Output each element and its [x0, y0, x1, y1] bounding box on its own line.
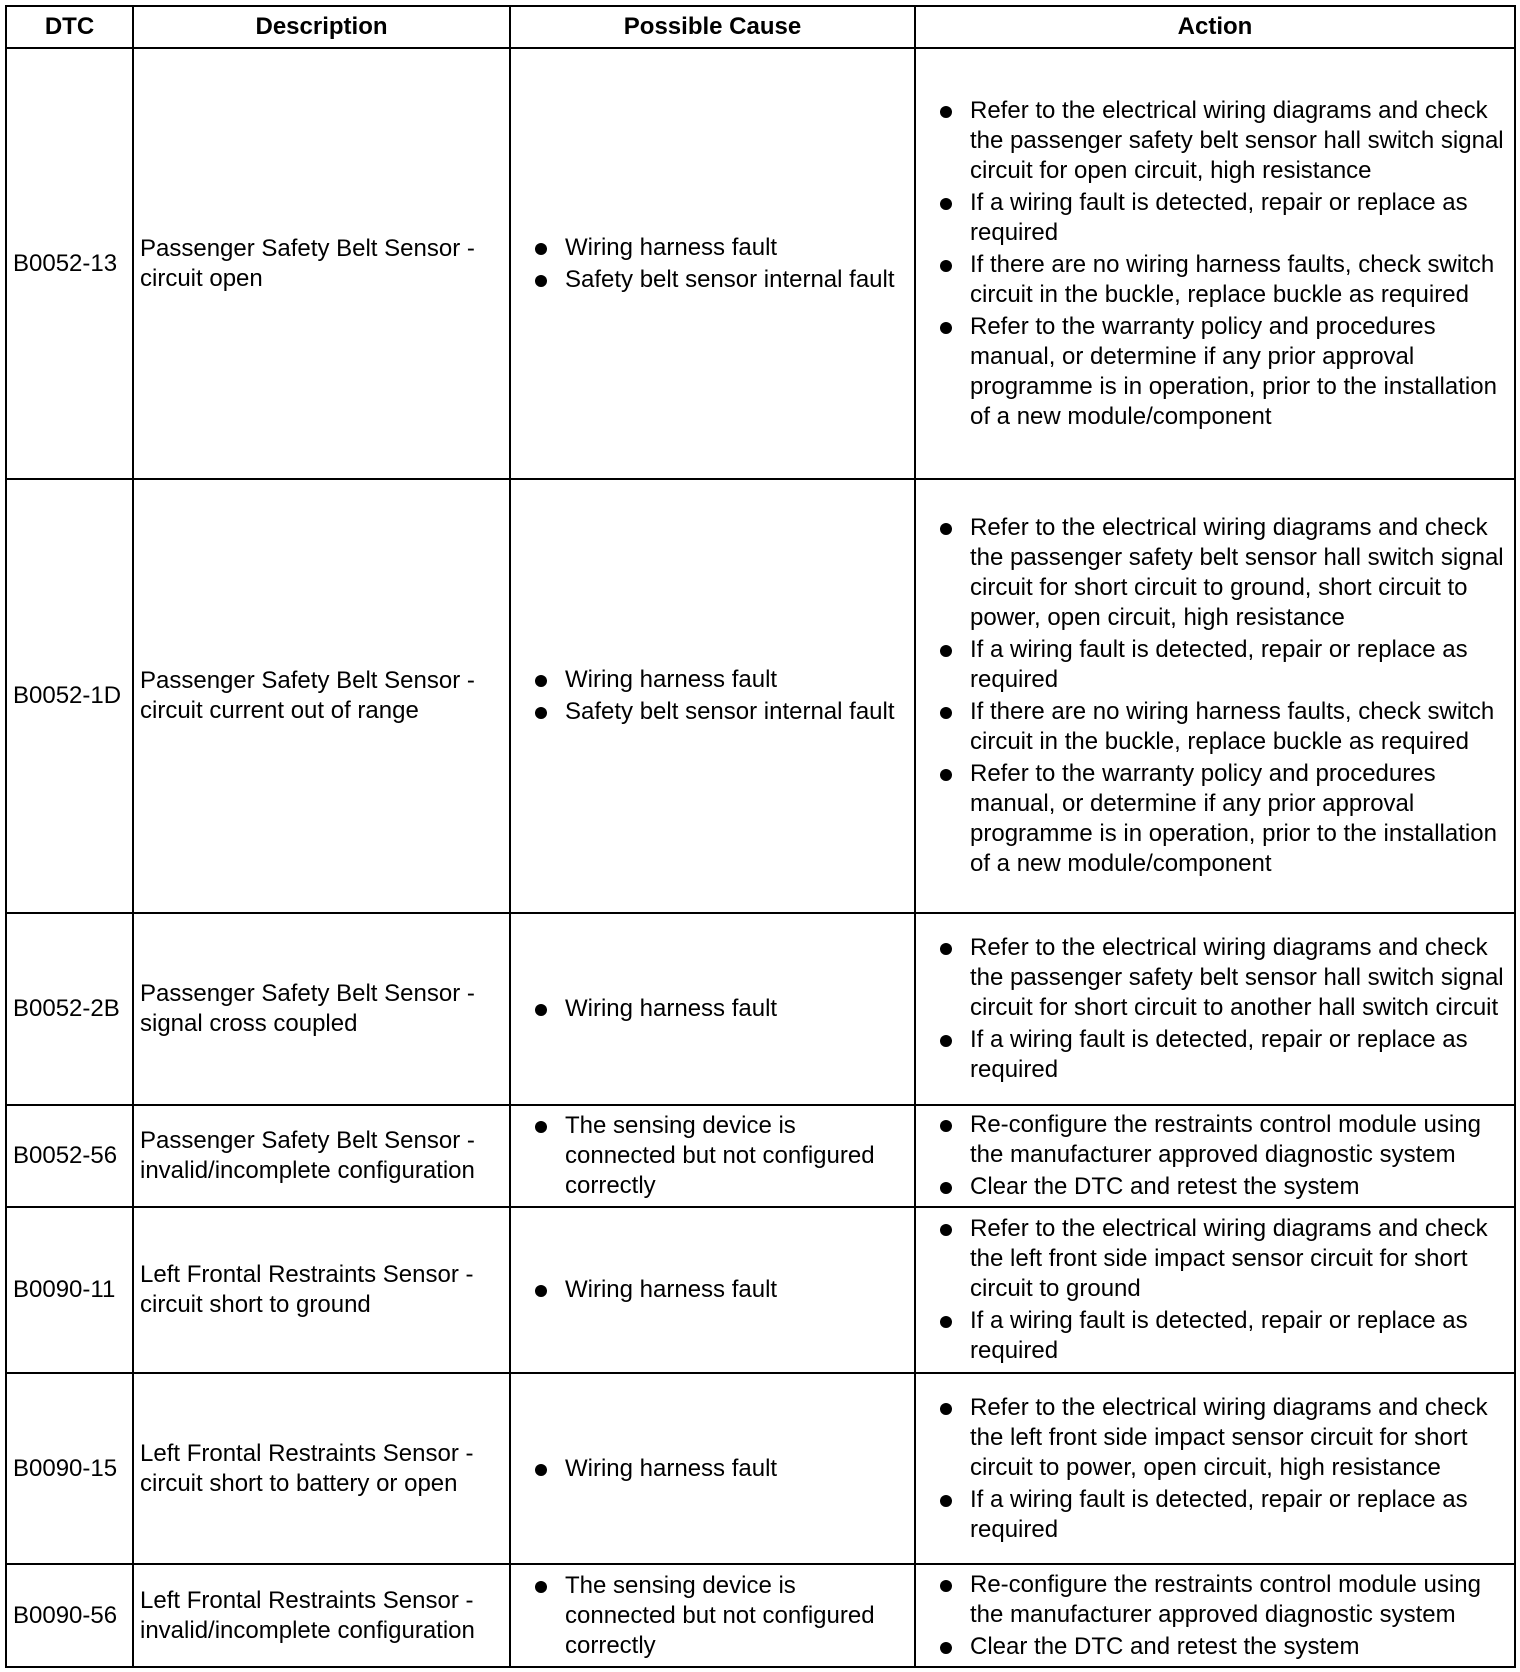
dtc-description: Left Frontal Restraints Sensor - circuit short to ground: [133, 1207, 510, 1372]
action-cell: [915, 48, 1515, 479]
action-item: [922, 1306, 1508, 1366]
action-item: [922, 933, 1508, 1023]
action-item: [922, 96, 1508, 186]
table-row: [6, 1105, 1515, 1208]
action-cell-list: [922, 96, 1508, 432]
dtc-code: B0052-56: [6, 1105, 133, 1208]
action-item-text: If there are no wiring harness faults, check switch circuit in the buckle, replace buckle as required: [970, 698, 1495, 756]
dtc-code: B0090-56: [6, 1564, 133, 1667]
action-cell: [915, 1105, 1515, 1208]
cause-item: [517, 1275, 908, 1305]
bullet-icon: [940, 1182, 952, 1194]
bullet-icon: [535, 275, 547, 287]
action-item: [922, 1172, 1508, 1202]
bullet-icon: [940, 1580, 952, 1592]
action-item-text: Re-configure the restraints control module using the manufacturer approved diagnostic system: [970, 1570, 1481, 1628]
bullet-icon: [535, 675, 547, 687]
possible-cause-cell: [510, 48, 915, 479]
bullet-icon: [940, 1316, 952, 1328]
bullet-icon: [535, 1581, 547, 1593]
action-item-text: If a wiring fault is detected, repair or replace as required: [970, 1025, 1468, 1083]
bullet-icon: [940, 1495, 952, 1507]
cause-item-text: Wiring harness fault: [565, 1275, 778, 1303]
dtc-description: Passenger Safety Belt Sensor - circuit current out of range: [133, 479, 510, 913]
possible-cause-cell: [510, 1373, 915, 1565]
dtc-table: [5, 5, 1516, 1668]
action-item: [922, 1025, 1508, 1085]
dtc-code: B0090-15: [6, 1373, 133, 1565]
action-item-text: Refer to the warranty policy and procedures manual, or determine if any prior approval programme is in operation, prior to the installation of a new module/component: [970, 312, 1497, 430]
bullet-icon: [940, 769, 952, 781]
cause-item: [517, 1571, 908, 1661]
table-body: [6, 48, 1515, 1667]
action-item: [922, 759, 1508, 879]
cause-item-text: Wiring harness fault: [565, 1454, 778, 1482]
bullet-icon: [940, 523, 952, 535]
header-action: Action: [915, 6, 1515, 48]
bullet-icon: [535, 1004, 547, 1016]
dtc-code: B0052-2B: [6, 913, 133, 1105]
possible-cause-cell: [510, 1105, 915, 1208]
bullet-icon: [940, 645, 952, 657]
dtc-code: B0052-1D: [6, 479, 133, 913]
action-item-text: If a wiring fault is detected, repair or replace as required: [970, 636, 1468, 694]
table-row: [6, 1207, 1515, 1372]
action-item: [922, 250, 1508, 310]
table-row: [6, 1564, 1515, 1667]
action-item-text: If a wiring fault is detected, repair or replace as required: [970, 1485, 1468, 1543]
bullet-icon: [940, 943, 952, 955]
bullet-icon: [535, 1121, 547, 1133]
bullet-icon: [940, 322, 952, 334]
table-row: [6, 479, 1515, 913]
dtc-description: Passenger Safety Belt Sensor - circuit open: [133, 48, 510, 479]
cause-item: [517, 994, 908, 1024]
cause-item-text: The sensing device is connected but not configured correctly: [565, 1111, 875, 1199]
cause-item-text: Safety belt sensor internal fault: [565, 265, 895, 293]
bullet-icon: [940, 1120, 952, 1132]
cause-item-text: Safety belt sensor internal fault: [565, 698, 895, 726]
cause-item: [517, 1454, 908, 1484]
action-item: [922, 697, 1508, 757]
possible-cause-cell: [510, 479, 915, 913]
cause-item: [517, 665, 908, 695]
cause-item-text: Wiring harness fault: [565, 666, 778, 694]
bullet-icon: [940, 1224, 952, 1236]
cause-item: [517, 265, 908, 295]
action-cell-list: [922, 1393, 1508, 1545]
bullet-icon: [940, 198, 952, 210]
bullet-icon: [940, 707, 952, 719]
header-row: [6, 6, 1515, 48]
dtc-code: B0090-11: [6, 1207, 133, 1372]
possible-cause-cell: [510, 913, 915, 1105]
action-item: [922, 312, 1508, 432]
action-item: [922, 1570, 1508, 1630]
possible-cause-cell-list: [517, 1571, 908, 1661]
table-row: [6, 48, 1515, 479]
possible-cause-cell-list: [517, 1454, 908, 1484]
action-item: [922, 1110, 1508, 1170]
possible-cause-cell-list: [517, 1275, 908, 1305]
action-item: [922, 1393, 1508, 1483]
possible-cause-cell-list: [517, 233, 908, 295]
bullet-icon: [535, 707, 547, 719]
table-row: [6, 1373, 1515, 1565]
possible-cause-cell-list: [517, 665, 908, 727]
action-item: [922, 1214, 1508, 1304]
cause-item: [517, 1111, 908, 1201]
dtc-description: Passenger Safety Belt Sensor - invalid/incomplete configuration: [133, 1105, 510, 1208]
action-item-text: Refer to the electrical wiring diagrams and check the left front side impact sensor circuit for short circuit to ground: [970, 1214, 1488, 1302]
action-item-text: Clear the DTC and retest the system: [970, 1632, 1360, 1660]
action-item-text: Refer to the electrical wiring diagrams and check the passenger safety belt sensor hall switch signal circuit for short circuit to another hall switch circuit: [970, 933, 1504, 1021]
action-cell: [915, 1564, 1515, 1667]
action-cell: [915, 1373, 1515, 1565]
bullet-icon: [535, 1464, 547, 1476]
cause-item-text: Wiring harness fault: [565, 233, 778, 261]
possible-cause-cell: [510, 1564, 915, 1667]
possible-cause-cell: [510, 1207, 915, 1372]
action-item-text: Refer to the electrical wiring diagrams and check the passenger safety belt sensor hall switch signal circuit for short circuit to ground, short circuit to power, open circuit, high resistance: [970, 514, 1504, 632]
action-item: [922, 635, 1508, 695]
possible-cause-cell-list: [517, 1111, 908, 1201]
action-cell-list: [922, 1110, 1508, 1202]
action-cell-list: [922, 1214, 1508, 1366]
action-item-text: If a wiring fault is detected, repair or replace as required: [970, 1306, 1468, 1364]
action-cell-list: [922, 933, 1508, 1085]
header-description: Description: [133, 6, 510, 48]
action-cell: [915, 479, 1515, 913]
action-item-text: If there are no wiring harness faults, check switch circuit in the buckle, replace buckle as required: [970, 250, 1495, 308]
action-item-text: Re-configure the restraints control module using the manufacturer approved diagnostic system: [970, 1110, 1481, 1168]
cause-item-text: Wiring harness fault: [565, 994, 778, 1022]
bullet-icon: [940, 1642, 952, 1654]
bullet-icon: [940, 260, 952, 272]
action-item-text: Clear the DTC and retest the system: [970, 1172, 1360, 1200]
possible-cause-cell-list: [517, 994, 908, 1024]
dtc-description: Left Frontal Restraints Sensor - circuit short to battery or open: [133, 1373, 510, 1565]
action-item: [922, 513, 1508, 633]
header-possible-cause: Possible Cause: [510, 6, 915, 48]
bullet-icon: [535, 243, 547, 255]
dtc-description: Left Frontal Restraints Sensor - invalid/incomplete configuration: [133, 1564, 510, 1667]
action-item-text: Refer to the electrical wiring diagrams and check the passenger safety belt sensor hall switch signal circuit for open circuit, high resistance: [970, 96, 1504, 184]
cause-item-text: The sensing device is connected but not configured correctly: [565, 1571, 875, 1659]
action-item-text: Refer to the warranty policy and procedures manual, or determine if any prior approval programme is in operation, prior to the installation of a new module/component: [970, 760, 1497, 878]
bullet-icon: [940, 1403, 952, 1415]
action-cell: [915, 1207, 1515, 1372]
cause-item: [517, 697, 908, 727]
action-cell-list: [922, 1570, 1508, 1662]
dtc-code: B0052-13: [6, 48, 133, 479]
action-cell: [915, 913, 1515, 1105]
action-item-text: If a wiring fault is detected, repair or replace as required: [970, 188, 1468, 246]
action-item: [922, 188, 1508, 248]
action-cell-list: [922, 513, 1508, 879]
table-row: [6, 913, 1515, 1105]
dtc-description: Passenger Safety Belt Sensor - signal cross coupled: [133, 913, 510, 1105]
header-dtc: DTC: [6, 6, 133, 48]
bullet-icon: [940, 1035, 952, 1047]
action-item-text: Refer to the electrical wiring diagrams and check the left front side impact sensor circuit for short circuit to power, open circuit, high resistance: [970, 1393, 1488, 1481]
cause-item: [517, 233, 908, 263]
bullet-icon: [940, 106, 952, 118]
bullet-icon: [535, 1285, 547, 1297]
action-item: [922, 1632, 1508, 1662]
action-item: [922, 1485, 1508, 1545]
